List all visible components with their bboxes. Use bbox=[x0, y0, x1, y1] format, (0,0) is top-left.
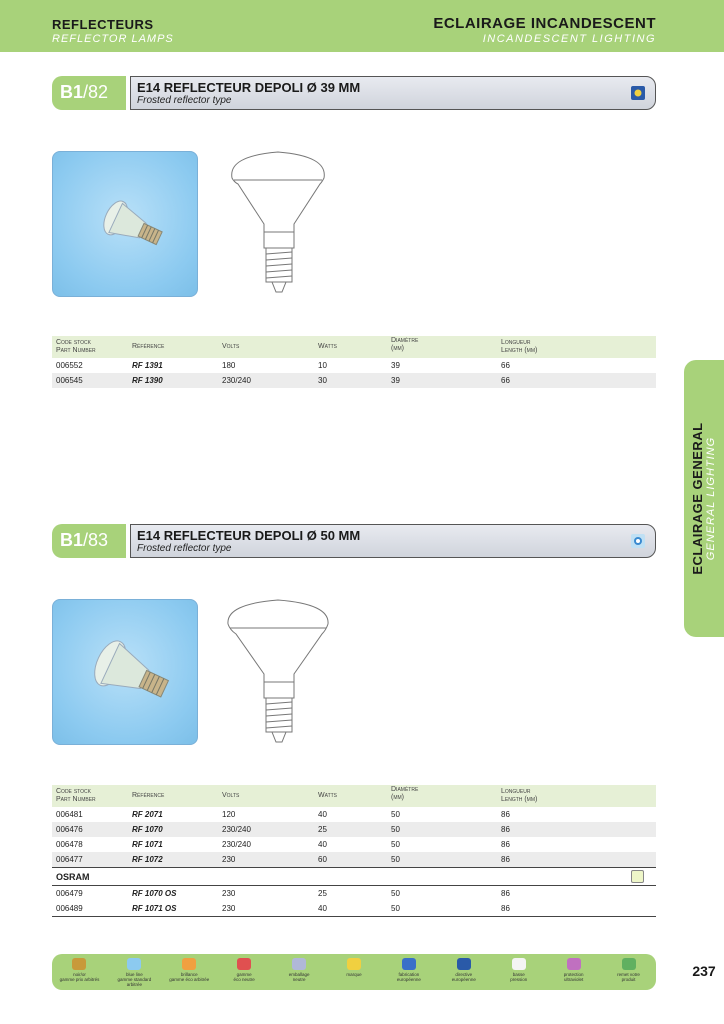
legend-item bbox=[165, 958, 213, 982]
side-tab-subtitle: GENERAL LIGHTING bbox=[705, 436, 717, 561]
col-volts-header: Volts bbox=[222, 343, 240, 350]
legend-label: blue line gamme standard arbitrée bbox=[117, 972, 152, 987]
legend-item bbox=[550, 958, 598, 982]
product-section-header bbox=[52, 76, 656, 110]
header-right bbox=[433, 15, 656, 45]
product-section-header bbox=[52, 524, 656, 558]
legend-label: fabrication européenne bbox=[396, 972, 421, 982]
legend-item bbox=[110, 958, 158, 987]
table-row[interactable]: 006476 RF 1070 230/240 25 50 86 bbox=[52, 822, 656, 837]
col-ref-header: Référence bbox=[132, 792, 165, 799]
brand-mark-icon bbox=[631, 870, 644, 883]
divider bbox=[52, 916, 656, 917]
legend-label: brillance gamme éco arbitrée bbox=[169, 972, 210, 982]
legend-icon bbox=[127, 958, 141, 970]
legend-item bbox=[220, 958, 268, 982]
side-category-tab[interactable] bbox=[684, 360, 724, 637]
legend-label: emballage neutre bbox=[288, 972, 310, 982]
table-row[interactable]: 006552 RF 1391 180 10 39 66 bbox=[56, 361, 510, 370]
product-title-box bbox=[130, 524, 656, 558]
legend-item bbox=[440, 958, 488, 982]
legend-item bbox=[605, 958, 653, 982]
legend-label: directive européenne bbox=[451, 972, 476, 982]
table-row[interactable]: 006489 RF 1071 OS 230 40 50 86 bbox=[56, 904, 510, 913]
legend-icon bbox=[182, 958, 196, 970]
legend-item bbox=[330, 958, 378, 977]
product-photo bbox=[52, 151, 198, 297]
section-subtitle: INCANDESCENT LIGHTING bbox=[482, 33, 656, 45]
legend-label: noir/or gamme prix arbitrés bbox=[59, 972, 100, 982]
legend-icon bbox=[457, 958, 471, 970]
col-length-header: Longueur Length (mm) bbox=[501, 339, 538, 354]
blue-line-icon bbox=[631, 534, 645, 548]
product-subtitle: Frosted reflector type bbox=[137, 543, 232, 554]
legend-icon bbox=[347, 958, 361, 970]
specs-table bbox=[52, 336, 656, 388]
blue-line-icon bbox=[631, 86, 645, 100]
legend-item bbox=[55, 958, 103, 982]
lamp-diagram-50 bbox=[224, 598, 334, 748]
col-watts-header: Watts bbox=[318, 343, 338, 350]
legend-item bbox=[275, 958, 323, 982]
side-tab-title: ECLAIRAGE GENERAL bbox=[690, 422, 705, 575]
lamp-diagram-39 bbox=[224, 148, 334, 298]
brand-group-header bbox=[52, 868, 656, 886]
product-title-box bbox=[130, 76, 656, 110]
legend-footer bbox=[52, 954, 656, 990]
col-length-header: Longueur Length (mm) bbox=[501, 788, 538, 803]
category-title: REFLECTEURS bbox=[52, 17, 154, 32]
table-row[interactable]: 006479 RF 1070 OS 230 25 50 86 bbox=[56, 889, 510, 898]
col-code-header: Code stock Part Number bbox=[56, 788, 96, 803]
header-left bbox=[52, 17, 174, 45]
specs-table bbox=[52, 785, 656, 917]
table-row[interactable]: 006545 RF 1390 230/240 30 39 66 bbox=[52, 373, 656, 388]
table-row[interactable]: 006478 RF 1071 230/240 40 50 86 bbox=[56, 840, 510, 849]
legend-icon bbox=[567, 958, 581, 970]
legend-label: protection ultraviolet bbox=[563, 972, 584, 982]
legend-icon bbox=[237, 958, 251, 970]
legend-label: remet votre produit bbox=[617, 972, 640, 982]
section-title: ECLAIRAGE INCANDESCENT bbox=[433, 15, 656, 32]
legend-label: basse pression bbox=[510, 972, 528, 982]
category-subtitle: REFLECTOR LAMPS bbox=[52, 33, 174, 45]
product-code-badge: B1/82 bbox=[52, 76, 126, 110]
table-header bbox=[52, 336, 656, 358]
page-number: 237 bbox=[692, 963, 716, 979]
table-row[interactable]: 006481 RF 2071 120 40 50 86 bbox=[56, 810, 510, 819]
reflector-lamp-photo-icon bbox=[53, 600, 199, 746]
reflector-lamp-photo-icon bbox=[53, 152, 199, 298]
legend-label: gamme éco neutre bbox=[233, 972, 255, 982]
legend-icon bbox=[512, 958, 526, 970]
product-code-badge: B1/83 bbox=[52, 524, 126, 558]
product-photo bbox=[52, 599, 198, 745]
col-watts-header: Watts bbox=[318, 792, 338, 799]
table-header bbox=[52, 785, 656, 807]
legend-icon bbox=[402, 958, 416, 970]
legend-icon bbox=[292, 958, 306, 970]
product-title: E14 REFLECTEUR DEPOLI Ø 39 MM bbox=[137, 80, 361, 95]
legend-icon bbox=[72, 958, 86, 970]
legend-item bbox=[385, 958, 433, 982]
legend-label: marque bbox=[346, 972, 362, 977]
col-code-header: Code stock Part Number bbox=[56, 339, 96, 354]
col-diam-header: Diamètre (mm) bbox=[391, 337, 419, 352]
legend-icon bbox=[622, 958, 636, 970]
legend-item bbox=[495, 958, 543, 982]
col-diam-header: Diamètre (mm) bbox=[391, 786, 419, 801]
side-tab-text bbox=[686, 360, 724, 637]
col-ref-header: Référence bbox=[132, 343, 165, 350]
col-volts-header: Volts bbox=[222, 792, 240, 799]
product-title: E14 REFLECTEUR DEPOLI Ø 50 MM bbox=[137, 528, 361, 543]
product-subtitle: Frosted reflector type bbox=[137, 95, 232, 106]
brand-label: OSRAM bbox=[56, 872, 90, 882]
table-row[interactable]: 006477 RF 1072 230 60 50 86 bbox=[52, 852, 656, 867]
